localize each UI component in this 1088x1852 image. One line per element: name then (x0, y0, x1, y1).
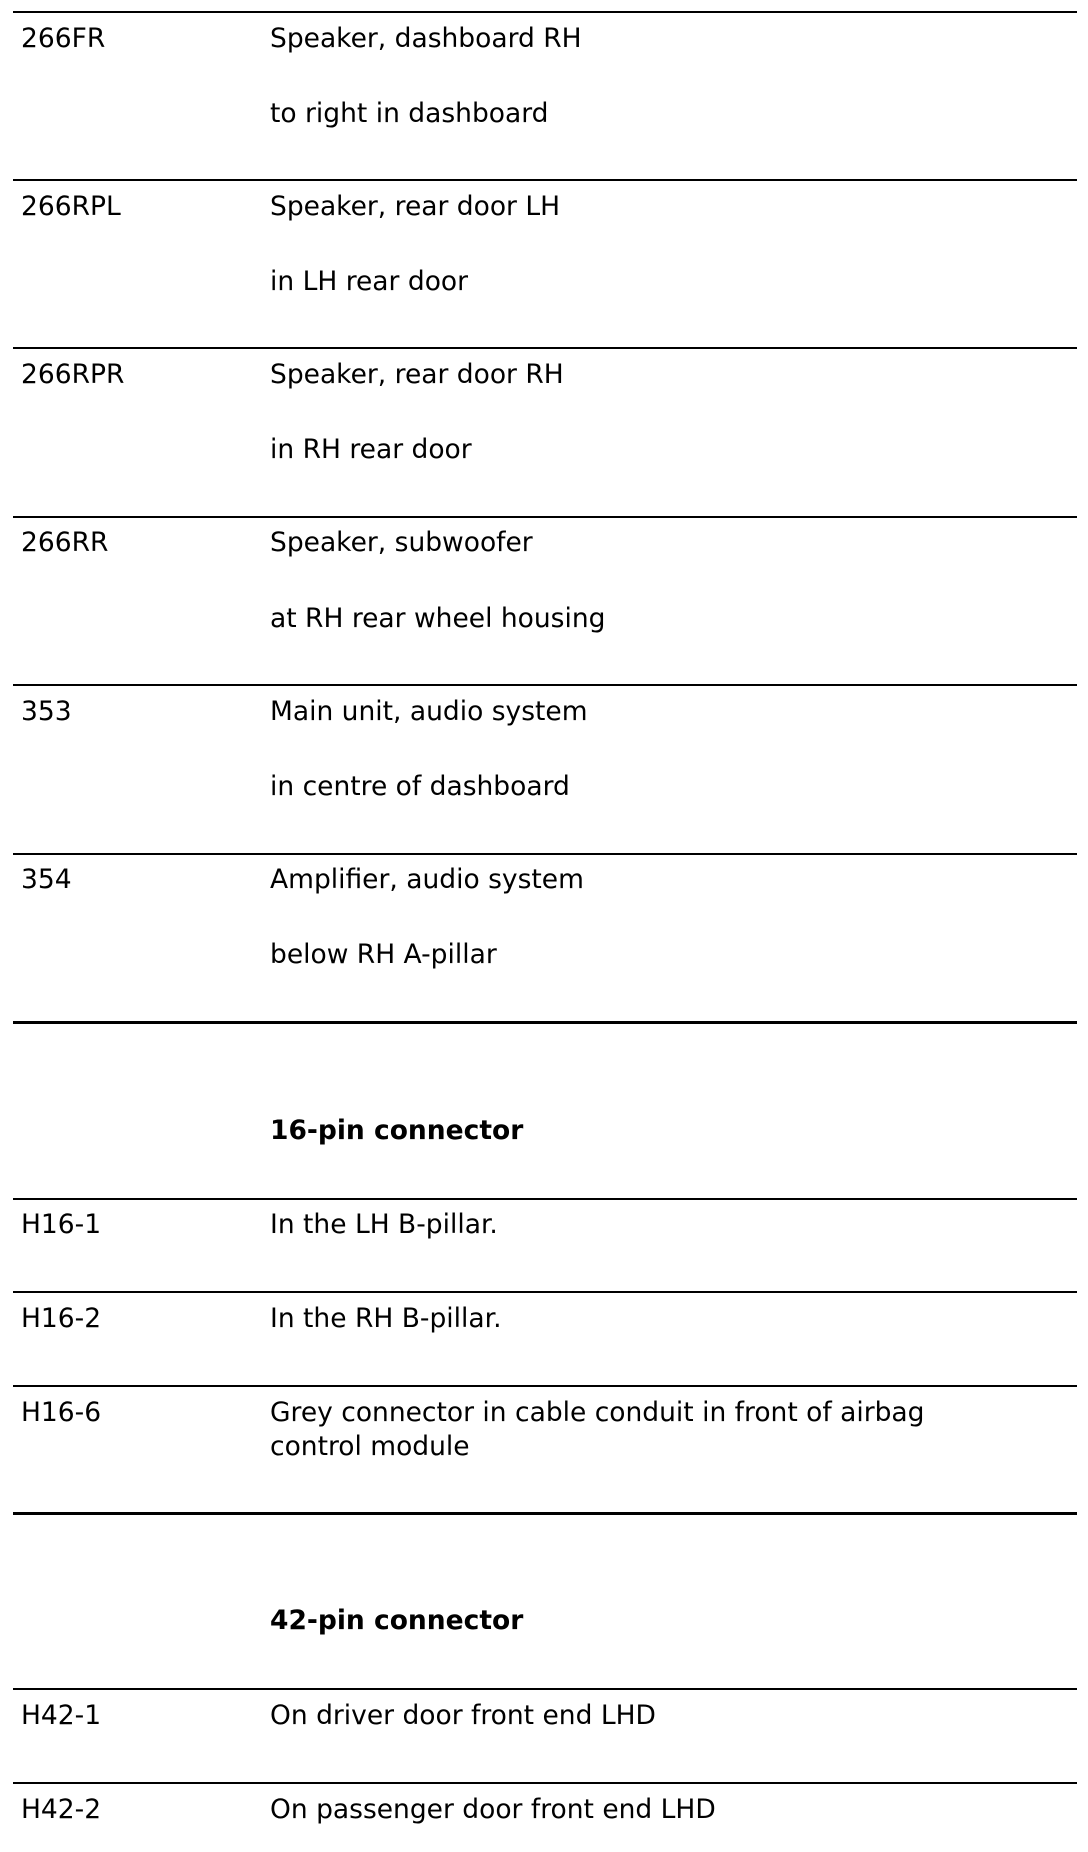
component-name: Main unit, audio system (270, 696, 588, 727)
connector-code: H16-2 (21, 1303, 102, 1334)
connector-location: Grey connector in cable conduit in front of airbag control module (270, 1397, 925, 1462)
table-rule (13, 1291, 1077, 1293)
component-name: Speaker, dashboard RH (270, 23, 582, 54)
component-location: below RH A-pillar (270, 939, 497, 970)
component-code: 266RPR (21, 359, 125, 390)
connector-code: H42-2 (21, 1794, 102, 1825)
connector-code: H16-1 (21, 1209, 102, 1240)
table-rule (13, 1198, 1077, 1200)
component-code: 266FR (21, 23, 106, 54)
component-code: 266RR (21, 527, 109, 558)
component-name: Speaker, rear door LH (270, 191, 561, 222)
connector-location: On driver door front end LHD (270, 1700, 656, 1731)
table-rule (13, 1782, 1077, 1784)
connector-location: In the LH B-pillar. (270, 1209, 498, 1240)
component-code: 266RPL (21, 191, 121, 222)
component-location: in centre of dashboard (270, 771, 570, 802)
table-rule (13, 516, 1077, 518)
table-rule (13, 853, 1077, 855)
table-rule (13, 347, 1077, 349)
component-name: Speaker, subwoofer (270, 527, 533, 558)
section-end-rule (13, 1512, 1077, 1515)
table-rule (13, 1688, 1077, 1690)
component-code: 354 (21, 864, 72, 895)
connector-location: On passenger door front end LHD (270, 1794, 716, 1825)
table-rule (13, 11, 1077, 13)
component-code: 353 (21, 696, 72, 727)
component-location: in LH rear door (270, 266, 469, 297)
connector-code: H42-1 (21, 1700, 102, 1731)
section-heading-42-pin: 42-pin connector (270, 1605, 524, 1636)
component-location: at RH rear wheel housing (270, 603, 606, 634)
component-name: Speaker, rear door RH (270, 359, 564, 390)
table-rule (13, 684, 1077, 686)
connector-code: H16-6 (21, 1397, 102, 1428)
table-rule (13, 179, 1077, 181)
section-heading-16-pin: 16-pin connector (270, 1115, 524, 1146)
component-name: Amplifier, audio system (270, 864, 584, 895)
component-location: in RH rear door (270, 434, 472, 465)
section-end-rule (13, 1021, 1077, 1024)
component-location: to right in dashboard (270, 98, 549, 129)
table-rule (13, 1385, 1077, 1387)
connector-location: In the RH B-pillar. (270, 1303, 502, 1334)
